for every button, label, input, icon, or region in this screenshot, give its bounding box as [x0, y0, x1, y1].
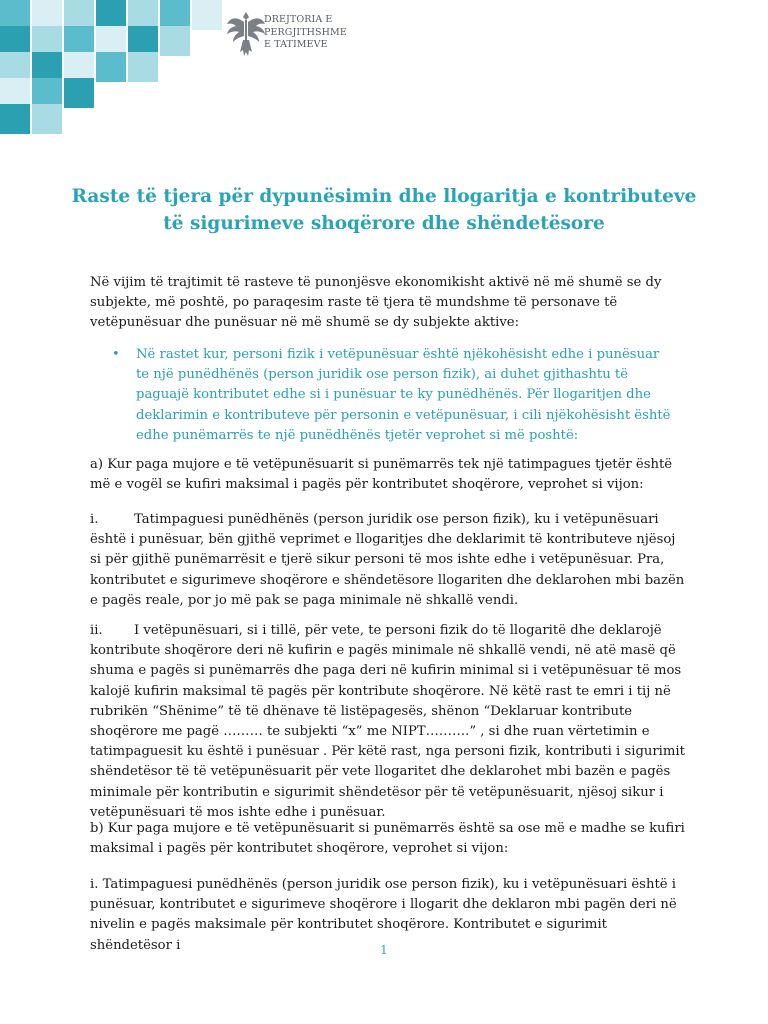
case-b-item-i: i. Tatimpaguesi punëdhënës (person juridik ose person fizik), ku i vetëpunësuari është i punësuar, kontributet e sigurimeve shoqërore i llogarit dhe deklaron mbi pagën deri në nivelin e pagës maksimale për kontributet shoqërore. Kontributet e sigurimit shëndetësor i [90, 877, 677, 953]
org-name-line-1: DREJTORIA E [264, 14, 333, 25]
org-name-line-2: PERGJITHSHME [264, 26, 347, 38]
case-b-paragraph: b) Kur paga mujore e të vetëpunësuarit si punëmarrës është sa ose më e madhe se kufiri maksimal i pagës për kontributet shoqërore, veprohet si vijon: [90, 821, 685, 857]
item-number: i. [90, 512, 99, 527]
mosaic-square [32, 104, 62, 134]
document-title: Raste të tjera për dypunësimin dhe llogaritja e kontributeve të sigurimeve shoqërore dhe shëndetësore [71, 186, 697, 234]
mosaic-square [0, 104, 30, 134]
item-number: ii. [90, 623, 103, 638]
case-a-item-i [90, 510, 690, 611]
mosaic-square [160, 26, 190, 56]
page-number: 1 [380, 943, 388, 957]
case-a-paragraph: a) Kur paga mujore e të vetëpunësuarit si punëmarrës tek një tatimpagues tjetër është më e vogël se kufiri maksimal i pagës për kontributet shoqërore, veprohet si vijon: [90, 457, 673, 493]
intro-paragraph: Në vijim të trajtimit të rasteve të punonjësve ekonomikisht aktivë në më shumë se dy subjekte, më poshtë, po paraqesim raste të tjera të mundshme të personave të vetëpunësuar dhe punësuar në më shumë se dy subjekte aktive: [90, 275, 662, 331]
mosaic-square [96, 52, 126, 82]
org-name-line-3: E TATIMEVE [264, 39, 328, 50]
mosaic-square [64, 78, 94, 108]
item-text: Tatimpaguesi punëdhënës (person juridik ose person fizik), ku i vetëpunësuari është i punësuar, bën gjithë veprimet e llogaritjes dhe deklarimit të kontributeve njësoj si për gjithë punëmarrësit e tjerë sikur personi të mos ishte edhe i vetëpunësuar. Pra, kontributet e sigurimeve shoqërore e shëndetësore llogariten dhe deklarohen mbi bazën e pagës reale, por jo më pak se paga minimale në shkallë vendi. [90, 512, 685, 608]
item-text: I vetëpunësuari, si i tillë, për vete, te personi fizik do të llogaritë dhe deklarojë kontribute shoqërore deri në kufirin e pagës minimale në shkallë vendi, në atë masë që shuma e pagës si punëmarrës dhe paga deri në kufirin minimal si i vetëpunësuar të mos kalojë kufirin maksimal të pagës për kontribute shoqërore. Në këtë rast te emri i tij në rubrikën “Shënime” të të dhënave të listëpagesës, shënon “Deklaruar kontribute shoqërore me pagë ……… te subjekti “x” me NIPT……….” , si dhe ruan vërtetimin e tatimpaguesit ku është i punësuar . Për këtë rast, nga personi fizik, kontributi i sigurimit shëndetësor të të vetëpunësuarit për vete llogaritet dhe deklarohet mbi bazën e pagës minimale për kontributin e sigurimit shëndetësor për të vetëpunësuarit, njësoj sikur i vetëpunësuari të mos ishte edhe i punësuar. [90, 623, 685, 820]
eagle-emblem-icon [224, 8, 268, 60]
organization-name [264, 14, 347, 52]
mosaic-square [128, 52, 158, 82]
mosaic-square [192, 0, 222, 30]
bullet-text: Në rastet kur, personi fizik i vetëpunësuar është njëkohësisht edhe i punësuar te një punëdhënës (person juridik ose person fizik), ai duhet gjithashtu të paguajë kontributet edhe si i punësuar te ky punëdhënës. Për llogaritjen dhe deklarimin e kontributeve për personin e vetëpunësuar, i cili njëkohësisht është edhe punëmarrës te një punëdhënës tjetër veprohet si më poshtë: [136, 347, 671, 443]
bullet-icon: • [112, 347, 120, 362]
logo [224, 6, 384, 66]
header-mosaic-decoration [0, 0, 230, 130]
case-a-item-ii [90, 621, 690, 823]
